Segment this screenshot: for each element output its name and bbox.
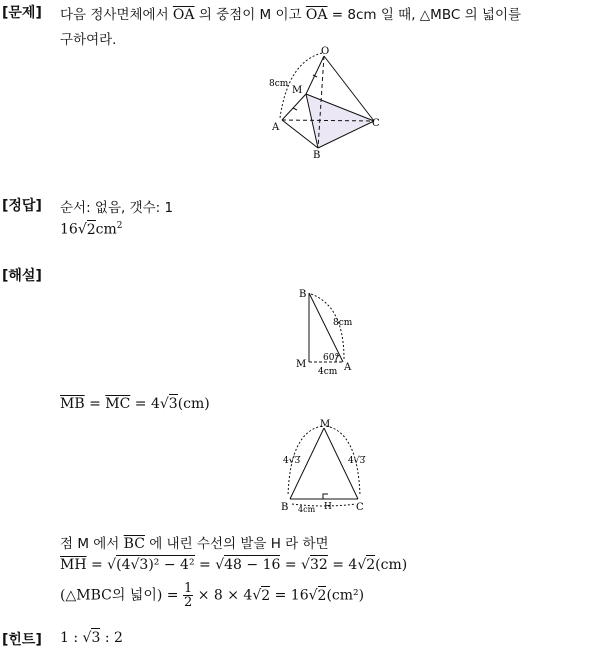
solution-label: [해설] <box>2 268 42 284</box>
fig1-label-b: B <box>313 150 321 160</box>
fig2-label-b: B <box>299 289 307 300</box>
segment-oa: $\overline{OA}$ <box>172 7 195 23</box>
fig2-label-hyp: 8cm <box>333 318 353 328</box>
answer-value: $16√2cm^2$ <box>60 221 123 238</box>
mh-eq-3: = <box>284 557 297 573</box>
mh-eq-4: = 4 <box>332 557 358 573</box>
mh-radical-4: 2 <box>366 557 376 573</box>
area-fraction: $\frac{1}{2}$ <box>183 581 193 610</box>
hint-radicand: 3 <box>91 630 101 646</box>
fig1-label-m: M <box>292 85 303 96</box>
problem-text-a: 다음 정사면체에서 <box>60 7 169 23</box>
answer-line-1: 순서: 없음, 갯수: 1 <box>60 200 174 216</box>
answer-unit: cm <box>95 221 117 238</box>
fig1-label-o: O <box>321 46 330 57</box>
problem-text-b: 의 중점이 M 이고 <box>198 7 302 23</box>
fig3-left-len: 4√3 <box>283 456 301 466</box>
area-unit: (cm²) <box>326 587 365 604</box>
mh-radical-3: 32 <box>309 557 328 573</box>
answer-exp: 2 <box>116 221 123 231</box>
area-radical: 2 <box>261 587 271 604</box>
area-text: (△MBC의 넓이) = <box>60 587 179 604</box>
solution-line-area: (△MBC의 넓이) = $\frac{1}{2}$ × 8 × 4√2 = 16√2(cm²) <box>60 581 365 610</box>
fig3-label-c: C <box>356 502 364 512</box>
segment-mh: $\overline{MH}$ <box>60 557 87 573</box>
solution-eq: = <box>89 396 101 412</box>
fig1-label-a: A <box>272 122 280 133</box>
fig2-label-base: 4cm <box>318 367 338 376</box>
fig3-label-m: M <box>320 419 331 430</box>
problem-text-c: = 8cm 일 때, △MBC 의 넓이를 <box>331 7 522 23</box>
mh-eq-1: = <box>91 557 103 573</box>
mh-radical-2: 48 − 16 <box>224 557 281 573</box>
mh-eq-2: = <box>199 557 211 573</box>
solution-val: = 4 <box>134 396 160 412</box>
fig3-base-len: 4cm <box>298 505 316 512</box>
triangle-mbc-figure <box>278 416 374 512</box>
solution2-text-a: 점 M 에서 <box>60 536 120 552</box>
fig2-label-m: M <box>296 359 307 370</box>
segment-oa-2: $\overline{OA}$ <box>305 7 328 23</box>
solution-mb-mc: $\overline{MB} = \overline{MC} = 4√3(cm)$ <box>60 396 210 412</box>
tetrahedron-figure <box>262 44 386 160</box>
fig2-label-a: A <box>344 362 352 373</box>
hint-a: 1 : <box>60 630 79 646</box>
answer-coef: 16 <box>60 221 78 238</box>
problem-line-2: 구하여라. <box>60 32 117 48</box>
hint-label: [힌트] <box>2 632 42 648</box>
right-triangle-figure <box>292 288 362 376</box>
fig3-label-h: H <box>324 502 332 512</box>
answer-radicand: 2 <box>86 221 96 238</box>
answer-label: [정답] <box>2 198 42 214</box>
segment-mb: $\overline{MB}$ <box>60 396 85 412</box>
solution-line-h <box>60 532 329 552</box>
fig3-right-len: 4√3 <box>348 456 366 466</box>
segment-bc: $\overline{BC}$ <box>123 536 145 552</box>
fig1-label-length: 8cm <box>269 79 289 89</box>
fig1-label-c: C <box>372 118 380 129</box>
mh-big-radical: (4√3)² − 4² <box>116 557 195 573</box>
solution2-text-b: 에 내린 수선의 발을 H 라 하면 <box>149 536 329 552</box>
area-result: = 16 <box>274 587 309 604</box>
solution-line-mh: $\overline{MH} = √(4√3)^2 - 4^2 = √48 - 16 = √32 = 4√2(cm)$ <box>60 557 408 573</box>
solution-unit: (cm) <box>177 396 210 412</box>
segment-mc: $\overline{MC}$ <box>105 396 131 412</box>
hint-ratio: 1 : √3 : 2 <box>60 630 123 646</box>
fig2-label-angle: 60° <box>323 353 339 363</box>
hint-b: : 2 <box>104 630 123 646</box>
fig3-label-b: B <box>281 502 289 512</box>
mh-unit: (cm) <box>375 557 408 573</box>
problem-line-1 <box>60 3 521 23</box>
area-result-radical: 2 <box>317 587 327 604</box>
solution-radicand: 3 <box>168 396 178 412</box>
problem-label: [문제] <box>2 5 42 21</box>
area-product: × 8 × 4 <box>197 587 253 604</box>
